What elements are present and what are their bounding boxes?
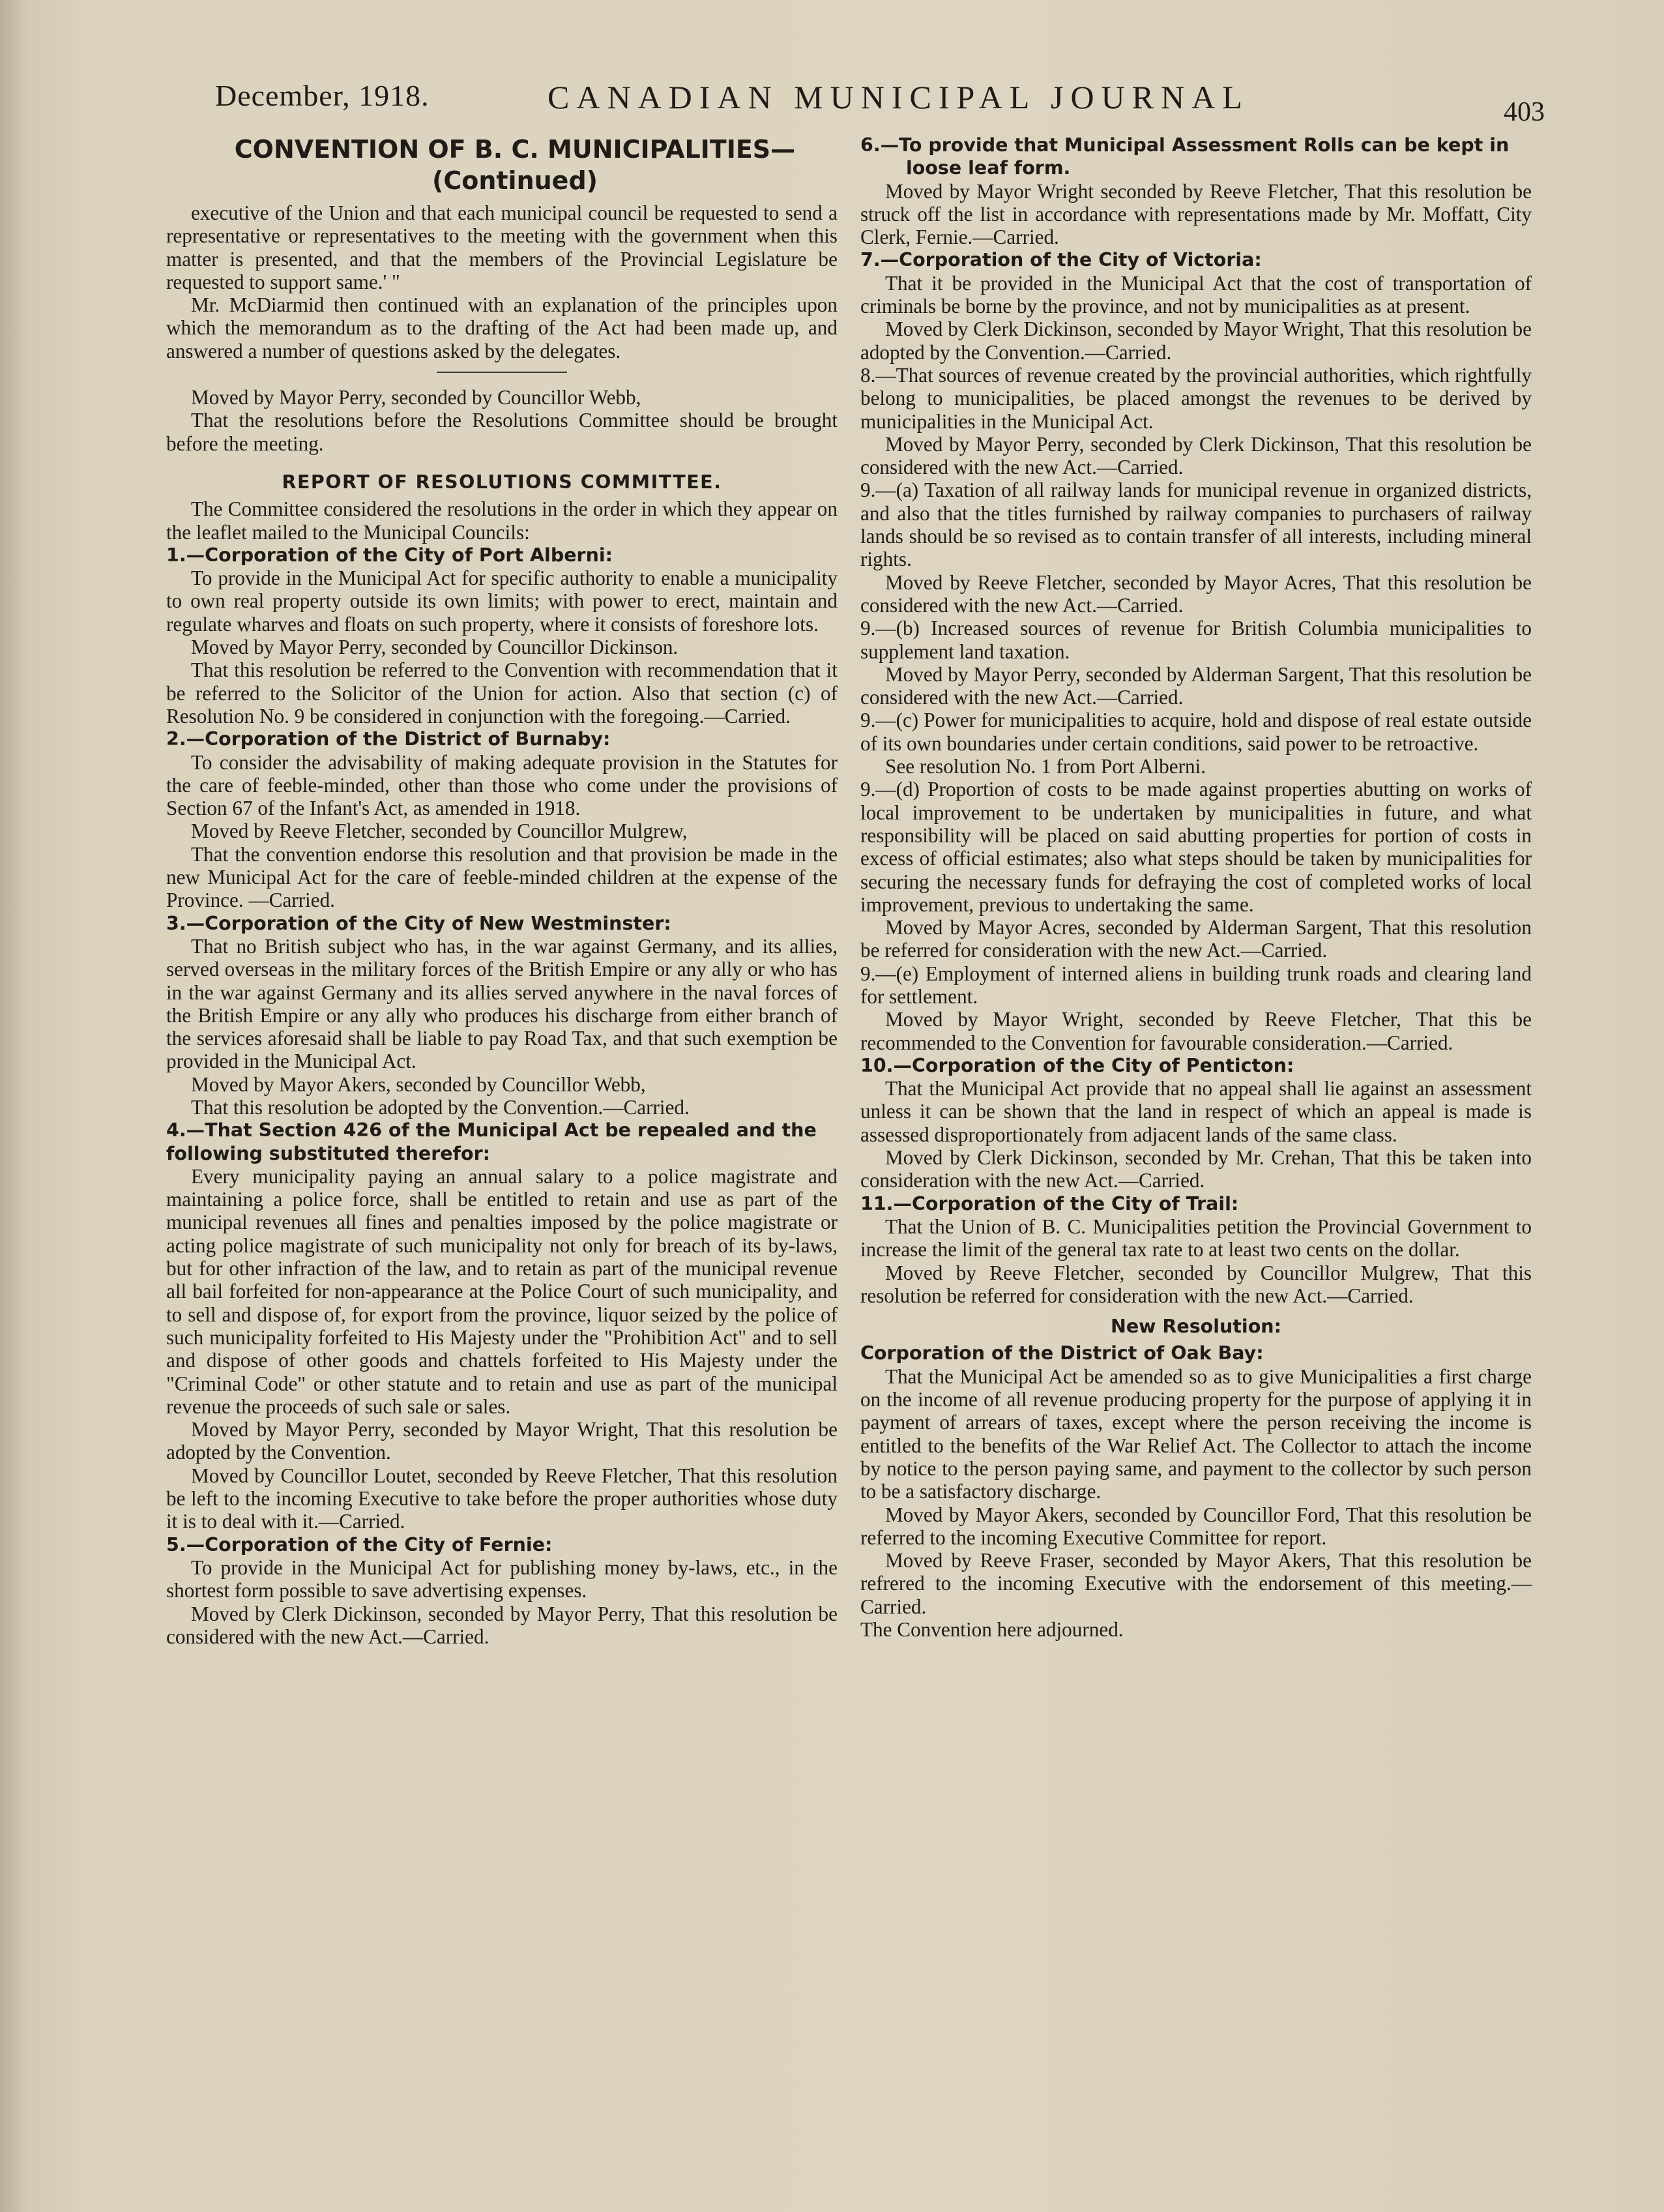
- section-heading: REPORT OF RESOLUTIONS COMMITTEE.: [282, 471, 722, 493]
- paragraph: To consider the advisability of making adequate provision in the Statutes for the care of feeble-minded, other than those who come under the provisions of Section 67 of the Infant's Act, as amended in 1918.: [166, 750, 838, 820]
- paragraph: That no British subject who has, in the war against Germany, and its allies, served overseas in the military forces of the British Empire or any ally or who has in the war against Germany and its allies served anywhere in the naval forces of the British Empire or any ally who produces his discharge from either branch of the services aforesaid shall be liable to pay Road Tax, and that such exemption be provided in the Municipal Act.: [166, 934, 838, 1073]
- paragraph: 9.—(b) Increased sources of revenue for British Columbia municipalities to supplement land taxation.: [860, 617, 1532, 663]
- resolution-heading: 10.—Corporation of the City of Penticton:: [860, 1054, 1294, 1076]
- paragraph: 9.—(d) Proportion of costs to be made against properties abutting on works of local improvement to be undertaken by municipalities in future, and what responsibility will be placed on said abutting properties for portion of costs in excess of official estimates; also what steps should be taken by municipalities for securing the necessary funds for defraying the cost of completed works of local improvement, previous to undertaking the same.: [860, 778, 1532, 916]
- paragraph: Moved by Reeve Fraser, seconded by Mayor Akers, That this resolution be refrered to the incoming Executive with the endorsement of this meeting.—Carried.: [860, 1549, 1532, 1618]
- paragraph: To provide in the Municipal Act for specific authority to enable a municipality to own real property outside its own limits; with power to erect, maintain and regulate wharves and floats on such property, where it consists of foreshore lots.: [166, 567, 838, 636]
- paragraph: Moved by Mayor Wright seconded by Reeve Fletcher, That this resolution be struck off the list in accordance with representations made by Mr. Moffatt, City Clerk, Fernie.—Carried.: [860, 179, 1532, 249]
- article-title: [192, 134, 838, 196]
- resolution-heading: 6.—To provide that Municipal Assessment Rolls can be kept in loose leaf form.: [860, 134, 1510, 179]
- right-column: [860, 134, 1532, 1641]
- resolution-heading: 11.—Corporation of the City of Trail:: [860, 1192, 1239, 1215]
- paragraph: 9.—(e) Employment of interned aliens in building trunk roads and clearing land for settlement.: [860, 962, 1532, 1008]
- resolution-heading: 3.—Corporation of the City of New Westminster:: [166, 912, 671, 934]
- section-divider: [437, 372, 567, 373]
- resolution-heading: 5.—Corporation of the City of Fernie:: [166, 1533, 553, 1556]
- paragraph: 8.—That sources of revenue created by the provincial authorities, which rightfully belong to municipalities, be placed amongst the revenues to be derived by municipalities in the Municipal Act.: [860, 363, 1532, 433]
- left-column: [166, 134, 838, 1648]
- resolution-heading: 4.—That Section 426 of the Municipal Act be repealed and the following substituted therefor:: [166, 1119, 817, 1164]
- paragraph: 9.—(a) Taxation of all railway lands for municipal revenue in organized districts, and also that the titles furnished by railway companies to purchasers of railway lands should be so revised as to contain transfer of all interests, including mineral rights.: [860, 479, 1532, 571]
- paragraph: Moved by Clerk Dickinson, seconded by Mayor Wright, That this resolution be adopted by the Convention.—Carried.: [860, 317, 1532, 364]
- section-heading: New Resolution:: [1111, 1316, 1281, 1338]
- paragraph: That the resolutions before the Resolutions Committee should be brought before the meeting.: [166, 409, 838, 455]
- paragraph: The Committee considered the resolutions in the order in which they appear on the leaflet mailed to the Municipal Councils:: [166, 497, 838, 544]
- paragraph: Moved by Reeve Fletcher, seconded by Mayor Acres, That this resolution be considered with the new Act.—Carried.: [860, 570, 1532, 617]
- paragraph: Moved by Mayor Perry, seconded by Councillor Dickinson.: [191, 636, 679, 659]
- paragraph: That the convention endorse this resolution and that provision be made in the new Municipal Act for the care of feeble-minded children at the expense of the Province. —Carried.: [166, 842, 838, 912]
- paragraph: Moved by Mayor Akers, seconded by Councillor Ford, That this resolution be referred to the incoming Executive Committee for report.: [860, 1503, 1532, 1549]
- paragraph: That it be provided in the Municipal Act that the cost of transportation of criminals be borne by the province, and not by municipalities as at present.: [860, 271, 1532, 318]
- paragraph: That the Municipal Act provide that no appeal shall lie against an assessment unless it can be shown that the land in respect of which an appeal is made is assessed disproportionately from adjacent lands of the same class.: [860, 1077, 1532, 1146]
- page-number: 403: [1504, 97, 1545, 127]
- paragraph: Moved by Mayor Wright, seconded by Reeve Fletcher, That this be recommended to the Convention for favourable consideration.—Carried.: [860, 1008, 1532, 1054]
- paragraph: Moved by Mayor Perry, seconded by Mayor Wright, That this resolution be adopted by the Convention.: [166, 1418, 838, 1464]
- paragraph: Moved by Reeve Fletcher, seconded by Councillor Mulgrew,: [191, 819, 688, 843]
- paragraph: Moved by Clerk Dickinson, seconded by Mr. Crehan, That this be taken into consideration with the new Act.—Carried.: [860, 1146, 1532, 1192]
- resolution-heading: Corporation of the District of Oak Bay:: [860, 1342, 1264, 1364]
- paragraph: 9.—(c) Power for municipalities to acquire, hold and dispose of real estate outside of its own boundaries under certain conditions, said power to be retroactive.: [860, 709, 1532, 755]
- article-title-line: CONVENTION OF B. C. MUNICIPALITIES—: [234, 135, 796, 164]
- paragraph: Moved by Mayor Perry, seconded by Clerk Dickinson, That this resolution be considered with the new Act.—Carried.: [860, 432, 1532, 479]
- paragraph: Moved by Reeve Fletcher, seconded by Councillor Mulgrew, That this resolution be referred for consideration with the new Act.—Carried.: [860, 1261, 1532, 1307]
- article-title-continued: (Continued): [431, 166, 598, 195]
- paragraph: Mr. McDiarmid then continued with an explanation of the principles upon which the memorandum as to the drafting of the Act had been made up, and answered a number of questions asked by the delegates.: [166, 293, 838, 362]
- paragraph: Moved by Mayor Perry, seconded by Alderman Sargent, That this resolution be considered with the new Act.—Carried.: [860, 662, 1532, 709]
- journal-title: CANADIAN MUNICIPAL JOURNAL: [547, 79, 1249, 115]
- paragraph: Moved by Mayor Akers, seconded by Councillor Webb,: [191, 1072, 646, 1096]
- paragraph: Moved by Councillor Loutet, seconded by Reeve Fletcher, That this resolution be left to the incoming Executive to take before the proper authorities whose duty it is to deal with it.—Carried.: [166, 1464, 838, 1533]
- paragraph: Moved by Clerk Dickinson, seconded by Mayor Perry, That this resolution be considered with the new Act.—Carried.: [166, 1602, 838, 1648]
- paragraph: The Convention here adjourned.: [860, 1618, 1124, 1641]
- resolution-heading: 2.—Corporation of the District of Burnaby:: [166, 728, 611, 750]
- resolution-heading: 1.—Corporation of the City of Port Alberni:: [166, 544, 613, 566]
- paragraph: That this resolution be adopted by the Convention.—Carried.: [191, 1095, 690, 1119]
- paragraph: That the Municipal Act be amended so as to give Municipalities a first charge on the income of all revenue producing property for the purpose of applying it in payment of arrears of taxes, except where the person receiving the income is entitled to the benefits of the War Relief Act. The Collector to attach the income by notice to the person paying same, and payment to the collector by such person to be a satisfactory discharge.: [860, 1364, 1532, 1503]
- paragraph: Moved by Mayor Perry, seconded by Councillor Webb,: [191, 386, 641, 409]
- running-head: [215, 73, 1545, 125]
- resolution-heading: 7.—Corporation of the City of Victoria:: [860, 249, 1262, 271]
- issue-date: December, 1918.: [215, 79, 430, 112]
- paragraph: executive of the Union and that each municipal council be requested to send a representative or representatives to the meeting with the government when this matter is presented, and that the members of the Provincial Legislature be requested to support same.' ": [166, 201, 838, 293]
- paragraph: To provide in the Municipal Act for publishing money by-laws, etc., in the shortest form possible to save advertising expenses.: [166, 1556, 838, 1602]
- paragraph: That the Union of B. C. Municipalities petition the Provincial Government to increase the limit of the general tax rate to at least two cents on the dollar.: [860, 1215, 1532, 1261]
- paragraph: Moved by Mayor Acres, seconded by Alderman Sargent, That this resolution be referred for consideration with the new Act.—Carried.: [860, 916, 1532, 962]
- paragraph: That this resolution be referred to the Convention with recommendation that it be referred to the Solicitor of the Union for action. Also that section (c) of Resolution No. 9 be considered in conjunction with the foregoing.—Carried.: [166, 658, 838, 728]
- paragraph: Every municipality paying an annual salary to a police magistrate and maintaining a police force, shall be entitled to retain and use as part of the municipal revenues all fines and penalties imposed by the police magistrate or acting police magistrate of such municipality not only for breach of its by-laws, but for other infraction of the law, and to retain as part of the municipal revenue all bail forfeited for non-appearance at the Police Court of such municipality, and to sell and dispose of, for export from the province, liquor seized by the police of such municipality forfeited to His Majesty under the "Prohibition Act" and to sell and dispose of other goods and chattels forfeited to His Majesty under the "Criminal Code" or other statute and to retain and use as part of the municipal revenue the proceeds of such sale or sales.: [166, 1164, 838, 1418]
- paragraph: See resolution No. 1 from Port Alberni.: [885, 755, 1206, 778]
